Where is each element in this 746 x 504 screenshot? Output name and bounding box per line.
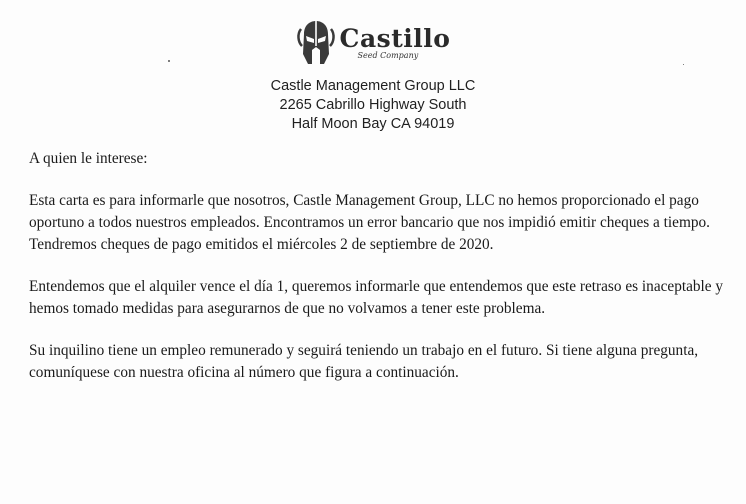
company-logo [296, 18, 451, 68]
company-name: Castle Management Group LLC [270, 78, 476, 94]
salutation: A quien le interese: [29, 150, 148, 167]
address-line-2: Half Moon Bay CA 94019 [291, 116, 455, 132]
helmet-icon [296, 20, 336, 66]
logo-tagline: Seed Company [357, 51, 419, 60]
company-address-block [0, 77, 746, 134]
logo-name: Castillo [339, 24, 451, 53]
letterhead [0, 18, 746, 134]
letter-body [29, 148, 729, 404]
paragraph-3: Su inquilino tiene un empleo remunerado y seguirá teniendo un trabajo en el futuro. Si tiene alguna pregunta, comuníquese con nuestra oficina al número que figura a continuación. [29, 342, 699, 381]
paragraph-2: Entendemos que el alquiler vence el día 1, queremos informarle que entendemos que este retraso es inaceptable y hemos tomado medidas para asegurarnos de que no volvamos a tener este problema. [29, 278, 724, 317]
paragraph-1: Esta carta es para informarle que nosotros, Castle Management Group, LLC no hemos proporcionado el pago oportuno a todos nuestros empleados. Encontramos un error bancario que nos impidió emitir cheques a tiempo. Tendremos cheques de pago emitidos el miércoles 2 de septiembre de 2020. [29, 192, 710, 253]
address-line-1: 2265 Cabrillo Highway South [279, 97, 467, 113]
